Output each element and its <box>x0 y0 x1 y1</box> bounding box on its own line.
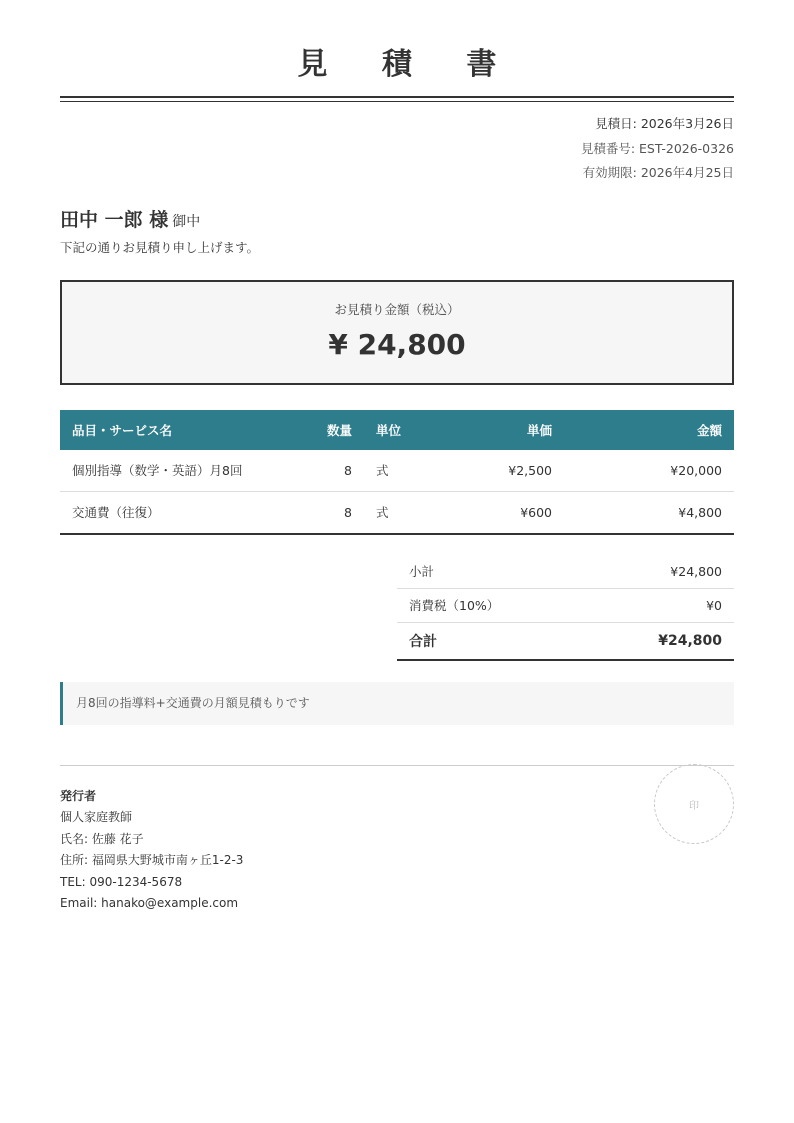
total-amount-label: お見積り金額（税込） <box>334 301 460 317</box>
header-quantity: 数量 <box>300 410 364 450</box>
table-row <box>60 491 734 534</box>
table-row <box>60 450 734 492</box>
item-quantity: 8 <box>300 450 364 492</box>
subtotal-label: 小計 <box>409 564 435 579</box>
header-amount: 金額 <box>564 410 734 450</box>
note-box: 月8回の指導料+交通費の月額見積もりです <box>60 682 734 725</box>
subtotal-row <box>397 555 734 589</box>
header-unit-price: 単価 <box>454 410 564 450</box>
quote-date: 見積日: 2026年3月26日 <box>595 116 734 131</box>
summary-block <box>397 555 734 661</box>
total-amount-value: ¥ 24,800 <box>328 327 466 361</box>
client-name: 田中 一郎 様 <box>60 208 169 231</box>
document-title: 見 積 書 <box>297 47 519 82</box>
grand-total-row <box>397 623 734 661</box>
client-honorific: 御中 <box>172 213 201 230</box>
client-line <box>60 206 734 234</box>
issuer-heading: 発行者 <box>60 788 97 803</box>
quote-number: 見積番号: EST-2026-0326 <box>580 140 734 156</box>
issuer-address: 住所: 福岡県大野城市南ヶ丘1-2-3 <box>60 853 244 867</box>
subtotal-value: ¥24,800 <box>670 563 722 579</box>
issuer-divider <box>60 765 734 766</box>
issuer-block <box>60 786 734 915</box>
table-header-row <box>60 410 734 450</box>
item-amount: ¥4,800 <box>564 491 734 534</box>
item-unit-price: ¥600 <box>454 491 564 534</box>
item-unit: 式 <box>364 491 454 534</box>
quote-expiry: 有効期限: 2026年4月25日 <box>582 165 734 180</box>
issuer-name: 氏名: 佐藤 花子 <box>60 831 144 846</box>
seal-stamp-placeholder: 印 <box>654 764 734 844</box>
tax-value: ¥0 <box>706 597 722 613</box>
header-unit: 単位 <box>364 410 454 450</box>
quote-meta <box>60 112 734 186</box>
grand-total-value: ¥24,800 <box>658 632 722 649</box>
header-item-name: 品目・サービス名 <box>60 410 300 450</box>
issuer-email: Email: hanako@example.com <box>60 896 239 910</box>
item-unit: 式 <box>364 450 454 492</box>
quote-document <box>60 0 734 915</box>
title-double-rule <box>60 96 734 102</box>
tax-label: 消費税（10%） <box>409 598 500 613</box>
issuer-tel: TEL: 090-1234-5678 <box>60 874 183 889</box>
item-unit-price: ¥2,500 <box>454 450 564 492</box>
item-quantity: 8 <box>300 491 364 534</box>
line-items-table <box>60 410 734 535</box>
item-name: 交通費（往復） <box>60 491 300 534</box>
item-amount: ¥20,000 <box>564 450 734 492</box>
intro-text: 下記の通りお見積り申し上げます。 <box>60 239 260 255</box>
total-amount-box <box>60 280 734 385</box>
item-name: 個別指導（数学・英語）月8回 <box>60 450 300 492</box>
tax-row <box>397 589 734 623</box>
grand-total-label: 合計 <box>409 633 437 650</box>
issuer-org: 個人家庭教師 <box>60 810 133 824</box>
